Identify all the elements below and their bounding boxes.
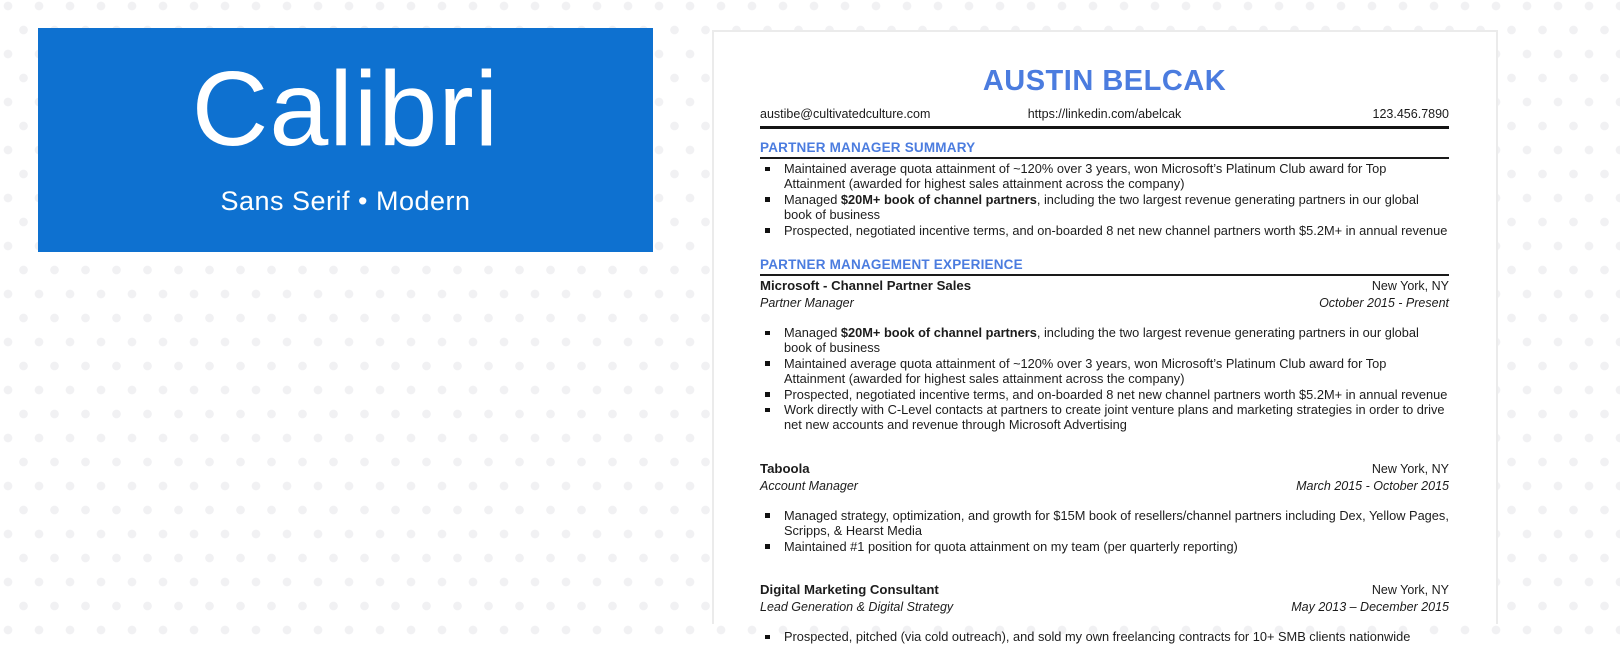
bullet-text: Maintained average quota attainment of ~120% over 3 years, won Microsoft’s Platinum Club award for Top Attainment (awarded for highest sales attainment across the company) — [784, 355, 1387, 387]
job-header — [760, 461, 1449, 477]
contact-linkedin: https://linkedin.com/abelcak — [1027, 107, 1182, 121]
contact-email: austibe@cultivatedculture.com — [760, 107, 931, 121]
job-dates: March 2015 - October 2015 — [1296, 478, 1449, 493]
job-entry-microsoft — [760, 278, 1449, 433]
bullet-text: Prospected, negotiated incentive terms, and on-boarded 8 net new channel partners worth $5.2M+ in annual revenue — [784, 222, 1448, 238]
bullet-text: Managed — [784, 325, 841, 341]
job-title: Lead Generation & Digital Strategy — [760, 600, 954, 615]
bullet-text: Managed — [784, 191, 841, 207]
bullet-text-bold: $20M+ book of channel partners — [840, 325, 1037, 341]
bullet-text: Work directly with C-Level contacts at partners to create joint venture plans and marketing strategies in order to drive net new accounts and revenue through Microsoft Advertising — [784, 402, 1445, 433]
contact-phone: 123.456.7890 — [1372, 107, 1449, 121]
resume-name: AUSTIN BELCAK — [982, 65, 1227, 97]
bullet-text: Managed strategy, optimization, and growth for $15M book of resellers/channel partners including Dex, Yellow Pages, Scripps, & Hearst Media — [784, 507, 1449, 539]
bullet-item — [760, 402, 1449, 433]
summary-bullet-list — [760, 161, 1449, 238]
bullet-text: Maintained #1 position for quota attainment on my team (per quarterly reporting) — [784, 538, 1238, 554]
bullet-item — [760, 223, 1449, 238]
experience-heading-rule — [760, 274, 1449, 276]
job-bullet-list — [760, 629, 1449, 644]
font-name: Calibri — [191, 49, 500, 168]
bullet-item — [760, 325, 1449, 356]
job-title: Partner Manager — [760, 296, 854, 311]
job-subheader — [760, 479, 1449, 494]
summary-heading-rule — [760, 157, 1449, 159]
job-title: Account Manager — [760, 478, 858, 493]
bullet-text-bold: $20M+ book of channel partners — [840, 191, 1037, 207]
section-heading-experience: PARTNER MANAGEMENT EXPERIENCE — [760, 257, 1023, 273]
job-location: New York, NY — [1371, 279, 1449, 294]
job-location: New York, NY — [1371, 461, 1449, 476]
contact-row — [760, 106, 1449, 122]
job-company: Taboola — [760, 460, 810, 476]
job-company: Microsoft - Channel Partner Sales — [760, 278, 972, 294]
bullet-item — [760, 356, 1449, 387]
bullet-text: Maintained average quota attainment of ~120% over 3 years, won Microsoft’s Platinum Club award for Top Attainment (awarded for highest sales attainment across the company) — [784, 161, 1387, 192]
job-subheader — [760, 296, 1449, 311]
job-subheader — [760, 600, 1449, 615]
section-heading-summary: PARTNER MANAGER SUMMARY — [760, 140, 976, 155]
bullet-item — [760, 539, 1449, 554]
job-company: Digital Marketing Consultant — [760, 582, 939, 598]
bullet-item — [760, 508, 1449, 539]
bullet-item — [760, 192, 1449, 223]
job-dates: May 2013 – December 2015 — [1291, 600, 1449, 615]
job-location: New York, NY — [1371, 583, 1449, 598]
job-header — [760, 278, 1449, 294]
job-bullet-list — [760, 325, 1449, 433]
bullet-item — [760, 161, 1449, 192]
resume-preview-page — [712, 30, 1498, 645]
bullet-item — [760, 387, 1449, 402]
header-divider — [760, 126, 1449, 129]
bullet-text: Prospected, pitched (via cold outreach), and sold my own freelancing contracts for 10+ SMB clients nationwide — [784, 629, 1411, 645]
job-entry-taboola — [760, 461, 1449, 554]
bullet-text: , including the two largest revenue generating partners in our global book of business — [784, 325, 1419, 356]
job-dates: October 2015 - Present — [1319, 296, 1449, 311]
bullet-item — [760, 629, 1449, 644]
job-entry-consultant — [760, 582, 1449, 644]
bullet-text: , including the two largest revenue generating partners in our global book of business — [784, 191, 1419, 223]
bullet-text: Prospected, negotiated incentive terms, and on-boarded 8 net new channel partners worth $5.2M+ in annual revenue — [784, 386, 1448, 402]
font-card-calibri[interactable] — [38, 28, 653, 252]
job-header — [760, 582, 1449, 598]
font-style-tagline: Sans Serif • Modern — [220, 185, 471, 216]
job-bullet-list — [760, 508, 1449, 554]
